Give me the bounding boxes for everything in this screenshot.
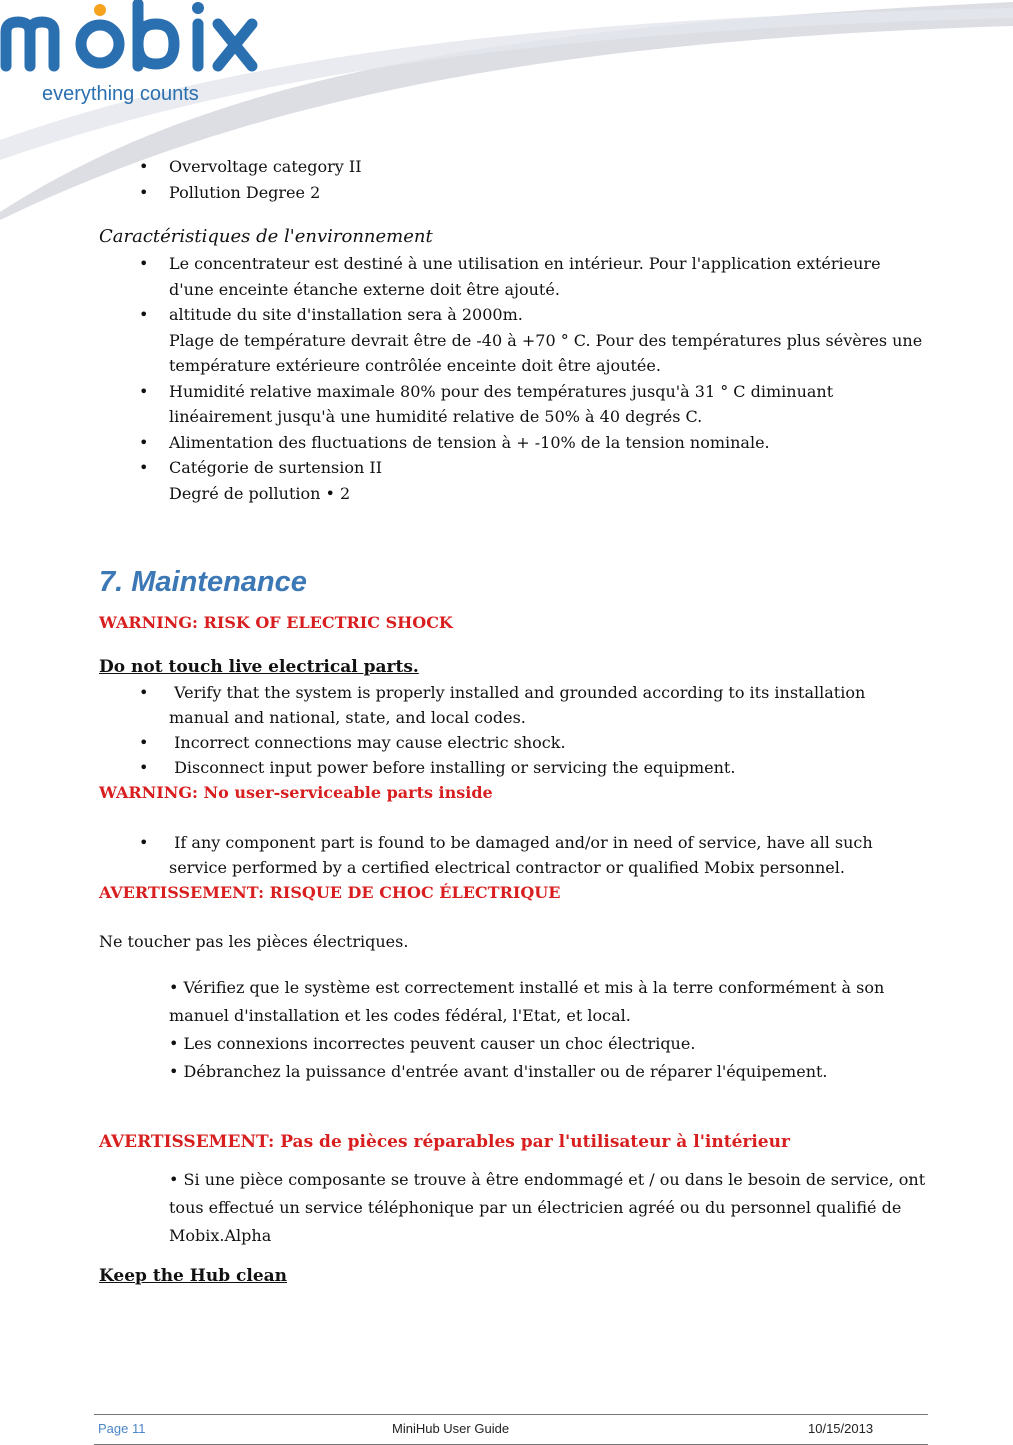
document-date: 10/15/2013 bbox=[808, 1421, 874, 1436]
document-title: MiniHub User Guide bbox=[392, 1421, 510, 1436]
list-item: • Incorrect connections may cause electric shock. bbox=[99, 730, 1011, 755]
list-item: manuel d'installation et les codes fédéral, l'Etat, et local. bbox=[169, 1006, 631, 1025]
french-list bbox=[99, 1166, 1011, 1250]
section-title: 7. Maintenance bbox=[99, 566, 307, 598]
list-item: • If any component part is found to be damaged and/or in need of service, have all such service performed by a certified electrical contractor or qualified Mobix personnel. bbox=[99, 830, 1011, 880]
warning-heading: AVERTISSEMENT: RISQUE DE CHOC ÉLECTRIQUE bbox=[99, 883, 561, 902]
list-item: • Catégorie de surtension II Degré de pollution • 2 bbox=[99, 455, 1011, 506]
paragraph: Ne toucher pas les pièces électriques. bbox=[99, 932, 409, 951]
list-item: • altitude du site d'installation sera à 2000m. Plage de température devrait être de -40 à +70 ° C. Pour des températures plus sévères une température extérieure contrôlée enceinte doit être ajoutée. bbox=[99, 302, 1011, 379]
environment-list bbox=[99, 251, 1011, 506]
page-number: Page 11 bbox=[98, 1421, 146, 1436]
list-item: • Alimentation des fluctuations de tension à + -10% de la tension nominale. bbox=[99, 430, 1011, 456]
list-item: • Disconnect input power before installing or servicing the equipment. bbox=[99, 755, 1011, 780]
subheading: Do not touch live electrical parts. bbox=[99, 657, 419, 677]
list-item: • Pollution Degree 2 bbox=[99, 180, 1011, 206]
list-item: • Si une pièce composante se trouve à être endommagé et / ou dans le besoin de service, ont bbox=[169, 1170, 926, 1189]
page-footer bbox=[94, 1414, 928, 1445]
warning-heading: WARNING: No user-serviceable parts inside bbox=[99, 783, 493, 802]
mobix-logo bbox=[0, 0, 270, 80]
list-item: • Overvoltage category II bbox=[99, 154, 1011, 180]
list-item: • Humidité relative maximale 80% pour des températures jusqu'à 31 ° C diminuant linéairement jusqu'à une humidité relative de 50% à 40 degrés C. bbox=[99, 379, 1011, 430]
warning-list bbox=[99, 680, 1011, 780]
bullet-list-top bbox=[99, 154, 1011, 206]
environment-heading: Caractéristiques de l'environnement bbox=[99, 226, 433, 247]
list-item: Mobix.Alpha bbox=[169, 1226, 272, 1245]
logo-tagline: everything counts bbox=[42, 83, 199, 105]
page-content bbox=[99, 154, 1011, 1286]
list-item: • Le concentrateur est destiné à une utilisation en intérieur. Pour l'application extérieure d'une enceinte étanche externe doit être ajouté. bbox=[99, 251, 1011, 302]
warning-heading: AVERTISSEMENT: Pas de pièces réparables par l'utilisateur à l'intérieur bbox=[99, 1132, 790, 1152]
list-item: tous effectué un service téléphonique par un électricien agréé ou du personnel qualifié de bbox=[169, 1198, 902, 1217]
subheading: Keep the Hub clean bbox=[99, 1266, 288, 1286]
list-item: • Verify that the system is properly installed and grounded according to its installation manual and national, state, and local codes. bbox=[99, 680, 1011, 730]
list-item: • Les connexions incorrectes peuvent causer un choc électrique. bbox=[169, 1034, 696, 1053]
list-item: • Débranchez la puissance d'entrée avant d'installer ou de réparer l'équipement. bbox=[169, 1062, 828, 1081]
list-item: • Vérifiez que le système est correctement installé et mis à la terre conformément à son bbox=[169, 978, 885, 997]
french-list bbox=[99, 974, 1011, 1086]
warning-heading: WARNING: RISK OF ELECTRIC SHOCK bbox=[99, 613, 453, 632]
warning-list bbox=[99, 830, 1011, 880]
